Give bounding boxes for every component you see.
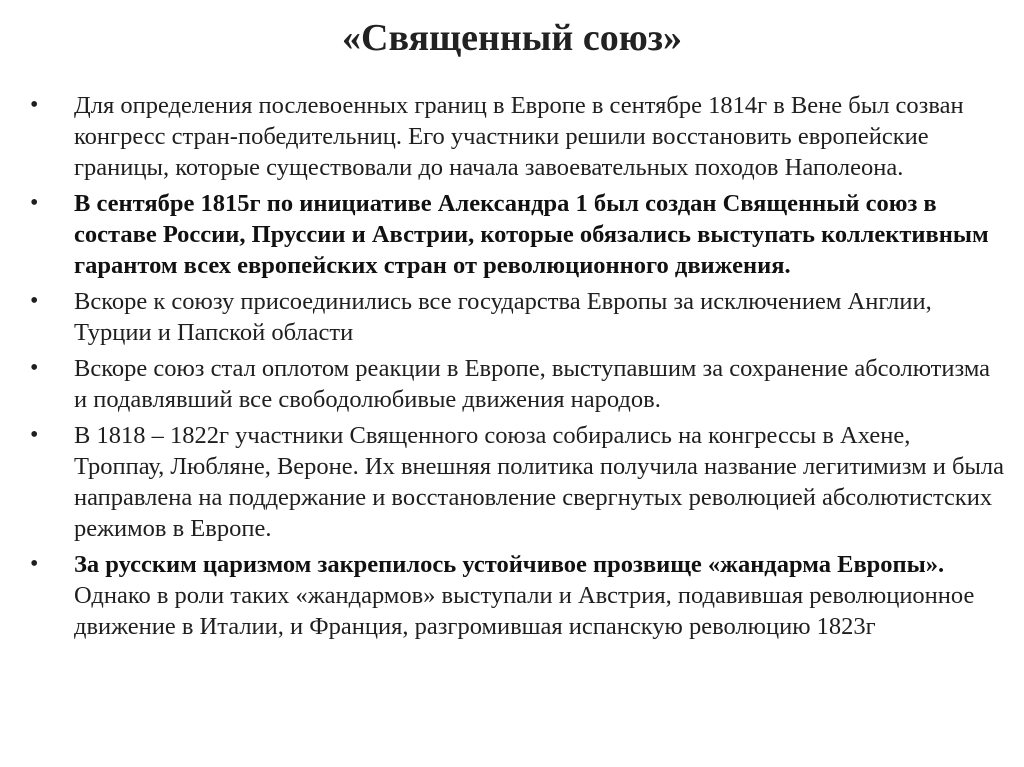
bullet-text: В 1818 – 1822г участники Священного союза собирались на конгрессы в Ахене, Троппау, Любляне, Вероне. Их внешняя политика получила название легитимизм и была направлена на поддержание и восстановление свергнутых революцией абсолютистских режимов в Европе.	[74, 422, 1004, 542]
bullet-text: Вскоре к союзу присоединились все государства Европы за исключением Англии, Турции и Папской области	[74, 288, 932, 346]
bullet-item-1	[0, 90, 1024, 183]
bullet-item-3	[0, 286, 1024, 348]
bullet-dot-icon: •	[30, 92, 39, 118]
bullet-bold-text: За русским царизмом закрепилось устойчивое прозвище «жандарма Европы».	[74, 551, 945, 578]
bullet-text: Вскоре союз стал оплотом реакции в Европе, выступавшим за сохранение абсолютизма и подавлявший все свободолюбивые движения народов.	[74, 355, 991, 413]
bullet-dot-icon: •	[30, 551, 39, 577]
bullet-item-6	[0, 549, 1024, 642]
bullet-list	[0, 90, 1024, 648]
bullet-text: Однако в роли таких «жандармов» выступали и Австрия, подавившая революционное движение в Италии, и Франция, разгромившая испанскую революцию 1823г	[74, 582, 975, 640]
bullet-dot-icon: •	[30, 355, 39, 381]
bullet-item-4	[0, 353, 1024, 415]
bullet-item-2	[0, 188, 1024, 281]
bullet-text: Для определения послевоенных границ в Европе в сентябре 1814г в Вене был созван конгресс стран-победительниц. Его участники решили восстановить европейские границы, которые существовали до начала завоевательных походов Наполеона.	[74, 92, 964, 181]
slide-title: «Священный союз»	[342, 17, 682, 59]
bullet-dot-icon: •	[30, 288, 39, 314]
bullet-item-5	[0, 420, 1024, 544]
bullet-dot-icon: •	[30, 190, 39, 216]
bullet-dot-icon: •	[30, 422, 39, 448]
bullet-bold-text: В сентябре 1815г по инициативе Александра 1 был создан Священный союз в составе России, Пруссии и Австрии, которые обязались выступать коллективным гарантом всех европейских стран от революционного движения.	[74, 190, 989, 279]
